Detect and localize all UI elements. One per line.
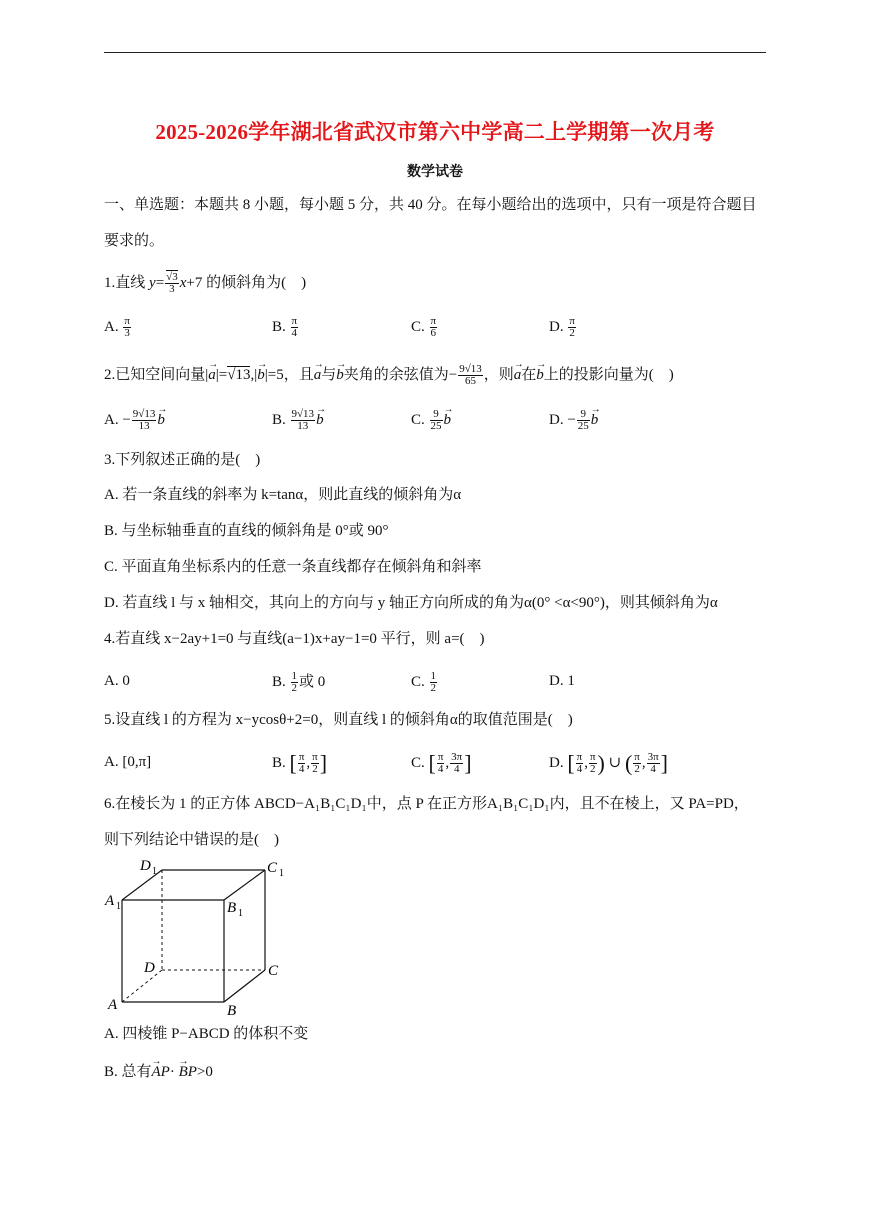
q2-option-c: C. $\frac{9}{25}$ → b (411, 409, 451, 432)
q3-option-c: C. 平面直角坐标系内的任意一条直线都存在倾斜角和斜率 (104, 559, 482, 575)
page-title: 2025-2026学年湖北省武汉市第六中学高二上学期第一次月考 (155, 120, 715, 144)
q2-stem: 2.已知空间向量|→ a|=√13,|→ b|=5，且→ a与→ b夹角的余弦值为− $\frac{9√13}{65}$ ，则→ a在→ b上的投影向量为( ) (104, 364, 674, 387)
q4-option-b: B. $\frac{1}{2}$ 或 0 (272, 670, 326, 694)
q1-option-c: C. $\frac{\pi}{6}$ (411, 315, 437, 339)
q6-option-a: A. 四棱锥 P−ABCD 的体积不变 (104, 1026, 309, 1042)
q1-option-a: A. $\frac{\pi}{3}$ (104, 315, 130, 339)
label-b1: B (227, 900, 237, 916)
page-subtitle: 数学试卷 (407, 165, 463, 180)
label-a: A (108, 997, 118, 1013)
label-b: B (227, 1003, 237, 1019)
q2-option-b: B. $\frac{9√13}{13}$ → b (272, 409, 324, 432)
q3-option-a: A. 若一条直线的斜率为 k=tanα，则此直线的倾斜角为α (104, 487, 462, 503)
svg-text:1: 1 (116, 901, 121, 912)
cube-diagram (100, 852, 300, 1022)
q4-stem: 4.若直线 x−2ay+1=0 与直线(a−1)x+ay−1=0 平行，则 a=( ) (104, 631, 485, 647)
label-a1: A (105, 893, 115, 909)
label-d1: D (140, 858, 151, 874)
q1-option-b: B. $\frac{\pi}{4}$ (272, 315, 298, 339)
svg-text:1: 1 (152, 866, 157, 877)
q6-stem-line2: 则下列结论中错误的是( ) (104, 832, 279, 848)
q1-stem: 1.直线 y= $\frac{√3}{3}$ x+7 的倾斜角为( ) (104, 271, 307, 295)
q3-stem: 3.下列叙述正确的是( ) (104, 452, 261, 468)
svg-text:1: 1 (279, 868, 284, 879)
q3-option-d: D. 若直线 l 与 x 轴相交，其向上的方向与 y 轴正方向所成的角为α(0° <α<90°)，则其倾斜角为α (104, 595, 718, 611)
label-c: C (268, 963, 279, 979)
q2-option-a: A. − $\frac{9√13}{13}$ → b (104, 409, 165, 432)
header-rule (104, 52, 766, 53)
q4-option-d: D. 1 (549, 673, 575, 689)
q2-option-d: D. − $\frac{9}{25}$ → b (549, 409, 598, 432)
q5-option-d: D. [ $\frac{\pi}{4}$ , $\frac{\pi}{2}$ ) ∪ ( $\frac{\pi}{2}$ , $\frac{3\pi}{4}$ ] (549, 750, 668, 776)
q1-option-d: D. $\frac{\pi}{2}$ (549, 315, 575, 339)
q5-option-a: A. [0,π] (104, 754, 152, 770)
q3-option-b: B. 与坐标轴垂直的直线的倾斜角是 0°或 90° (104, 523, 389, 539)
section-instructions-line1: 一、单选题：本题共 8 小题，每小题 5 分，共 40 分。在每小题给出的选项中，只有一项是符合题目 (104, 197, 757, 213)
q5-option-b: B. [ $\frac{\pi}{4}$ , $\frac{\pi}{2}$ ] (272, 750, 328, 776)
label-c1: C (267, 860, 278, 876)
q5-option-c: C. [ $\frac{\pi}{4}$ , $\frac{3\pi}{4}$ ] (411, 750, 472, 776)
label-d: D (144, 960, 155, 976)
section-instructions-line2: 要求的。 (104, 233, 165, 249)
q4-option-c: C. $\frac{1}{2}$ (411, 670, 437, 694)
q4-option-a: A. 0 (104, 673, 130, 689)
q6-option-b: B. 总有→ AP· → BP>0 (104, 1062, 213, 1082)
q6-stem-line1: 6.在棱长为 1 的正方体 ABCD−A₁B₁C₁D₁中，点 P 在正方形A₁B₁C₁D₁内，且不在棱上，又 PA=PD， (104, 796, 749, 812)
q5-stem: 5.设直线 l 的方程为 x−ycosθ+2=0，则直线 l 的倾斜角α的取值范围是( ) (104, 712, 573, 728)
svg-text:1: 1 (238, 908, 243, 919)
